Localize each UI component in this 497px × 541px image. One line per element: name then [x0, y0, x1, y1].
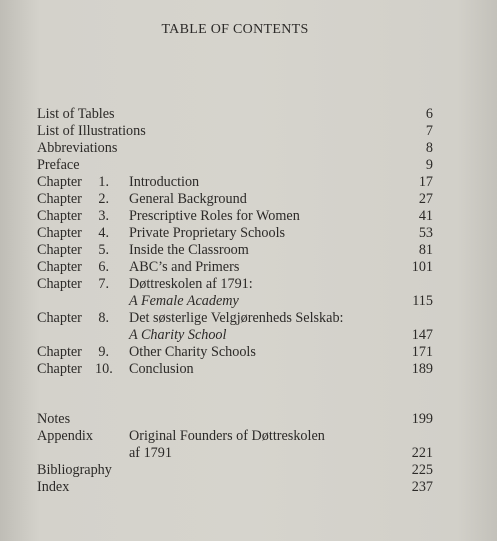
toc-entry-chapter-8 [37, 310, 433, 344]
entry-label: Bibliography [37, 462, 112, 478]
toc-entry-appendix [37, 428, 433, 462]
entry-page: 237 [411, 479, 433, 495]
chapter-word: Chapter [37, 310, 82, 326]
entry-label: Abbreviations [37, 140, 118, 156]
toc-entry-index [37, 479, 433, 496]
entry-page: 17 [418, 174, 433, 190]
chapter-word: Chapter [37, 225, 82, 241]
chapter-title: Other Charity Schools [129, 344, 256, 360]
chapter-number: 5. [98, 242, 109, 258]
chapter-word: Chapter [37, 191, 82, 207]
entry-label: List of Illustrations [37, 123, 146, 139]
entry-page: 199 [411, 411, 433, 427]
toc-entry-chapter-3 [37, 208, 433, 225]
toc-entry-chapter-7 [37, 276, 433, 310]
chapter-word: Chapter [37, 276, 82, 292]
entry-page: 53 [418, 225, 433, 241]
entry-label: Appendix [37, 428, 93, 444]
chapter-subtitle: A Charity School [129, 327, 227, 343]
toc-entry-list-of-illustrations [37, 123, 433, 140]
chapter-word: Chapter [37, 344, 82, 360]
chapter-number: 4. [98, 225, 109, 241]
chapter-title: Prescriptive Roles for Women [129, 208, 300, 224]
entry-page: 41 [418, 208, 433, 224]
entry-page: 81 [418, 242, 433, 258]
toc-entry-chapter-4 [37, 225, 433, 242]
chapter-number: 6. [98, 259, 109, 275]
chapter-number: 2. [98, 191, 109, 207]
chapter-number: 3. [98, 208, 109, 224]
chapter-word: Chapter [37, 259, 82, 275]
entry-label: List of Tables [37, 106, 115, 122]
entry-page: 225 [411, 462, 433, 478]
toc-entry-bibliography [37, 462, 433, 479]
entry-label: Index [37, 479, 70, 495]
chapter-number: 7. [98, 276, 109, 292]
entry-page: 6 [425, 106, 433, 122]
chapter-number: 10. [95, 361, 113, 377]
chapter-number: 1. [98, 174, 109, 190]
entry-page: 9 [425, 157, 433, 173]
toc-entry-chapter-5 [37, 242, 433, 259]
chapter-title: ABC’s and Primers [129, 259, 240, 275]
toc-entry-chapter-9 [37, 344, 433, 361]
entry-page: 221 [411, 445, 433, 461]
page-title: TABLE OF CONTENTS [161, 22, 309, 37]
chapter-number: 8. [98, 310, 109, 326]
entry-page: 171 [411, 344, 433, 360]
chapter-word: Chapter [37, 174, 82, 190]
entry-label: Notes [37, 411, 71, 427]
chapter-title: Det søsterlige Velgjørenheds Selskab: [129, 310, 344, 326]
chapter-title: Inside the Classroom [129, 242, 249, 258]
entry-page: 147 [411, 327, 433, 343]
entry-page: 8 [425, 140, 433, 156]
entry-page: 27 [418, 191, 433, 207]
entry-page: 115 [412, 293, 433, 309]
chapter-title: Døttreskolen af 1791: [129, 276, 253, 292]
chapter-title: Private Proprietary Schools [129, 225, 286, 241]
chapter-title: General Background [129, 191, 247, 207]
entry-label: Preface [37, 157, 80, 173]
contents-list [37, 106, 433, 496]
chapter-word: Chapter [37, 208, 82, 224]
toc-entry-preface [37, 157, 433, 174]
chapter-number: 9. [98, 344, 109, 360]
chapter-word: Chapter [37, 242, 82, 258]
appendix-title: Original Founders of Døttreskolen [129, 428, 325, 444]
toc-entry-abbreviations [37, 140, 433, 157]
entry-page: 7 [425, 123, 433, 139]
chapter-title: Introduction [129, 174, 200, 190]
chapter-subtitle: A Female Academy [129, 293, 239, 309]
toc-entry-notes [37, 411, 433, 428]
toc-entry-chapter-2 [37, 191, 433, 208]
chapter-word: Chapter [37, 361, 82, 377]
chapter-title: Conclusion [129, 361, 194, 377]
entry-page: 189 [411, 361, 433, 377]
appendix-subtitle: af 1791 [129, 445, 172, 461]
toc-entry-chapter-6 [37, 259, 433, 276]
toc-entry-chapter-1 [37, 174, 433, 191]
toc-entry-list-of-tables [37, 106, 433, 123]
toc-entry-chapter-10 [37, 361, 433, 378]
entry-page: 101 [411, 259, 433, 275]
